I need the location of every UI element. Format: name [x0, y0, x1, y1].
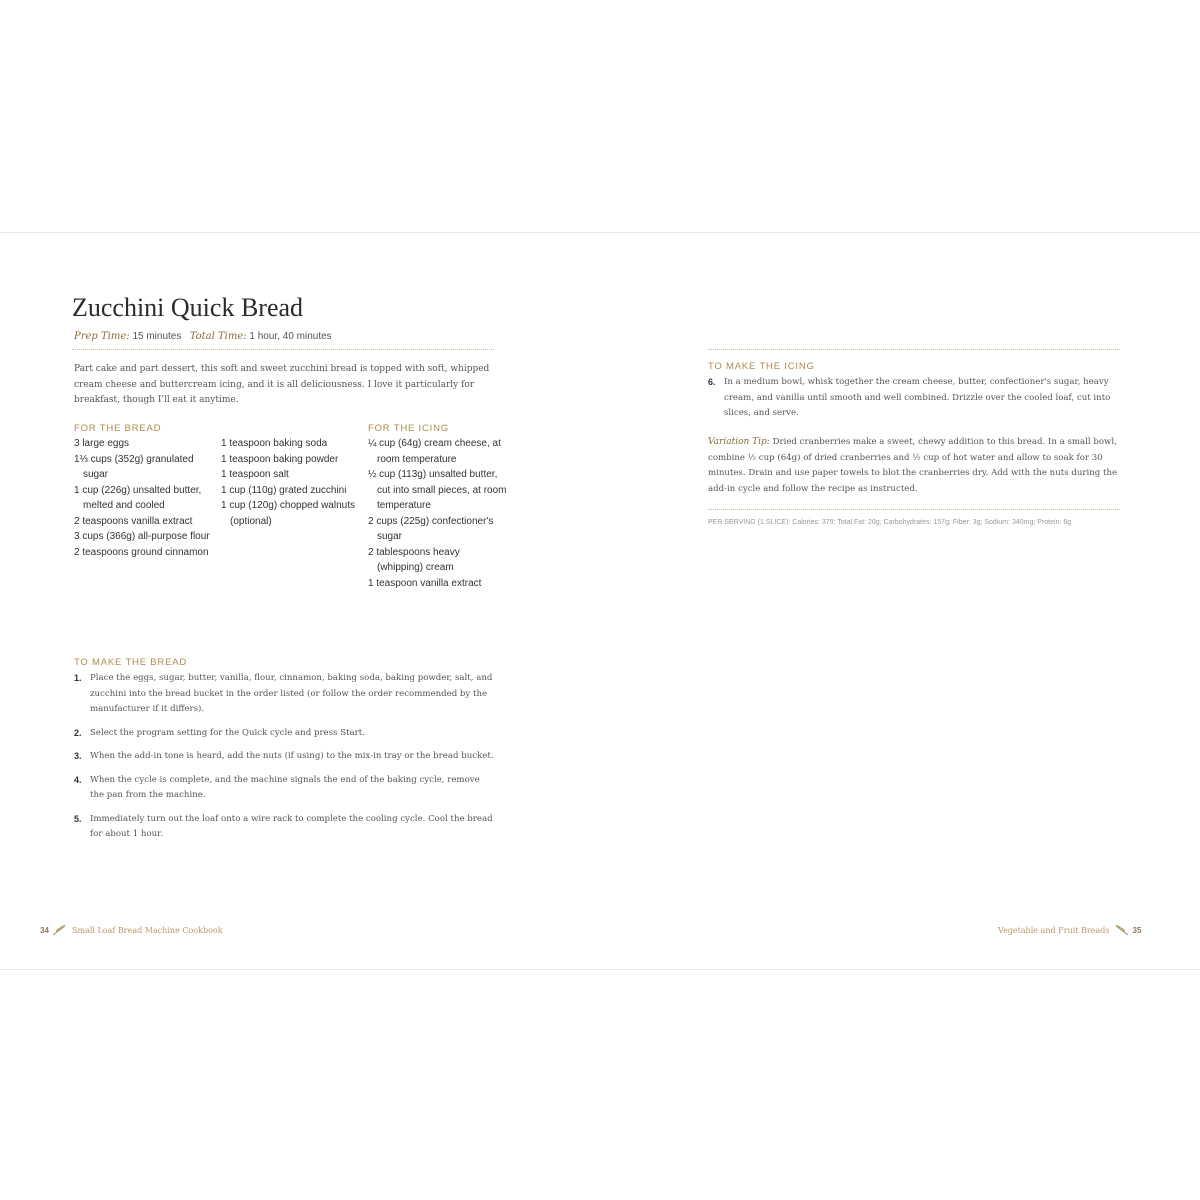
variation-tip-text: Dried cranberries make a sweet, chewy addition to this bread. In a small bowl, combine ½ cup (64g) of dried cranberries and ½ cup of hot water and allow to soak for 30 minutes. Drain and use paper towels to blot the cranberries dry. Add with the nuts during the add-in cycle and follow the recipe as instructed.: [708, 437, 1118, 494]
icing-ingredient-list: [368, 436, 508, 591]
ingredients-bread-column-1: [74, 423, 214, 560]
right-page: [600, 233, 1200, 969]
instruction-step: [74, 812, 494, 843]
ingredient-item: 1 cup (110g) grated zucchini: [221, 484, 347, 496]
nutrition-divider: [708, 509, 1120, 510]
wheat-sprig-icon: [1112, 923, 1130, 939]
ingredient-item: 2 cups (225g) confectioner's sugar: [368, 515, 494, 542]
step-number: 2.: [74, 727, 82, 738]
bread-ingredients-heading: FOR THE BREAD: [74, 423, 162, 434]
right-running-title: Vegetable and Fruit Breads: [998, 926, 1110, 935]
ingredient-item: 2 tablespoons heavy (whipping) cream: [368, 546, 460, 573]
step-text: In a medium bowl, whisk together the cream cheese, butter, confectioner's sugar, heavy cream, and vanilla until smooth and well combined. Drizzle over the cooled loaf, cut into slices, and serve.: [724, 377, 1111, 418]
prep-time-label: Prep Time:: [74, 331, 130, 342]
ingredient-item: 3 large eggs: [74, 438, 130, 449]
ingredient-item: 1 cup (120g) chopped walnuts (optional): [221, 500, 355, 527]
bread-ingredient-list-1: [74, 436, 214, 560]
nutrition-info: PER SERVING (1 SLICE): Calories: 379; Total Fat: 20g; Carbohydrates: 157g; Fiber: 3g; Sodium: 340mg; Protein: 6g: [708, 519, 1072, 526]
ingredient-item: 1 teaspoon baking powder: [221, 453, 339, 465]
recipe-title: Zucchini Quick Bread: [72, 293, 304, 322]
step-text: Place the eggs, sugar, butter, vanilla, flour, cinnamon, baking soda, baking powder, salt, and zucchini into the bread bucket in the order listed (or follow the order recommended by the manufacturer if it differs).: [90, 673, 493, 714]
title-divider: [72, 349, 494, 350]
icing-ingredients-heading: FOR THE ICING: [368, 423, 449, 434]
instruction-step: [708, 375, 1120, 422]
step-number: 3.: [74, 751, 82, 761]
ingredient-item: 3 cups (366g) all-purpose flour: [74, 531, 210, 542]
left-page: [0, 233, 600, 969]
total-time-value: 1 hour, 40 minutes: [249, 331, 332, 342]
book-spread: [0, 232, 1200, 970]
make-bread-heading: TO MAKE THE BREAD: [74, 657, 188, 668]
recipe-times: [74, 331, 332, 342]
recipe-intro: Part cake and part dessert, this soft and sweet zucchini bread is topped with soft, whipped cream cheese and buttercream icing, and it is all deliciousness. I love it particularly for breakfast, though I'll eat it anytime.: [74, 364, 490, 405]
prep-time-value: 15 minutes: [132, 331, 182, 342]
variation-tip: [708, 435, 1120, 497]
ingredient-item: 2 teaspoons vanilla extract: [74, 515, 193, 527]
step-text: When the add-in tone is heard, add the nuts (if using) to the mix-in tray or the bread bucket.: [90, 751, 494, 761]
step-text: Immediately turn out the loaf onto a wire rack to complete the cooling cycle. Cool the bread for about 1 hour.: [90, 813, 493, 839]
ingredient-item: 1⅓ cups (352g) granulated sugar: [74, 453, 194, 480]
step-text: When the cycle is complete, and the machine signals the end of the baking cycle, remove the pan from the machine.: [90, 774, 480, 800]
step-number: 5.: [74, 813, 82, 824]
variation-tip-label: Variation Tip:: [708, 437, 770, 447]
right-footer: [998, 923, 1141, 939]
left-footer: [40, 923, 223, 939]
ingredient-item: 1 teaspoon vanilla extract: [368, 577, 482, 589]
step-number: 4.: [74, 774, 82, 785]
ingredient-item: 2 teaspoons ground cinnamon: [74, 546, 209, 558]
instruction-step: [74, 726, 494, 742]
right-top-divider: [708, 349, 1120, 350]
make-icing-heading: TO MAKE THE ICING: [708, 361, 815, 372]
ingredient-item: 1 cup (226g) unsalted butter, melted and cooled: [74, 484, 202, 511]
step-number: 6.: [708, 377, 716, 387]
step-text: Select the program setting for the Quick cycle and press Start.: [90, 727, 365, 738]
ingredient-item: 1 teaspoon baking soda: [221, 438, 328, 449]
total-time-label: Total Time:: [189, 331, 247, 342]
left-page-number: 34: [40, 926, 49, 935]
ingredients-icing-column: [368, 423, 508, 591]
instruction-step: [74, 749, 494, 765]
right-page-number: 35: [1132, 926, 1142, 935]
make-bread-steps: [74, 671, 494, 851]
instruction-step: [74, 773, 494, 804]
wheat-sprig-icon: [51, 923, 69, 939]
step-number: 1.: [74, 673, 82, 683]
bread-ingredient-list-2: [221, 436, 361, 529]
instruction-step: [74, 671, 494, 718]
ingredient-item: ¼ cup (64g) cream cheese, at room temperature: [368, 438, 501, 465]
make-icing-steps: [708, 375, 1120, 430]
left-running-title: Small Loaf Bread Machine Cookbook: [72, 926, 223, 935]
ingredients-bread-column-2: [221, 423, 361, 529]
ingredient-item: 1 teaspoon salt: [221, 469, 289, 480]
ingredient-item: ½ cup (113g) unsalted butter, cut into small pieces, at room temperature: [368, 469, 507, 511]
